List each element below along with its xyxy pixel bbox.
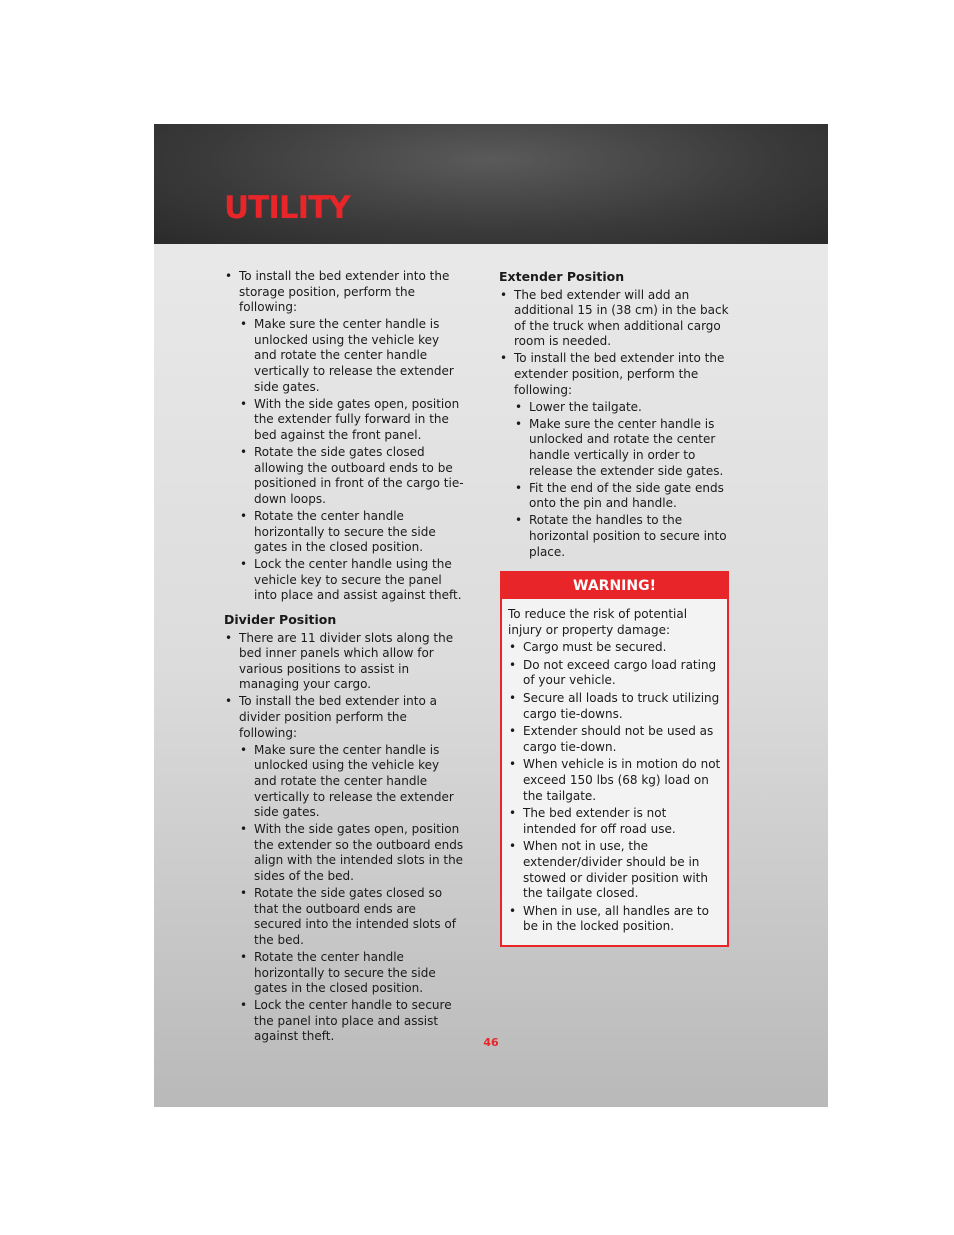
page-number: 46 — [483, 1036, 499, 1049]
list-item: • When in use, all handles are to be in the locked position. — [508, 904, 721, 935]
list-item: • Lock the center handle using the vehicle key to secure the panel into place and assist against theft. — [239, 557, 464, 604]
list-item: • With the side gates open, position the extender so the outboard ends align with the intended slots in the sides of the bed. — [239, 822, 464, 884]
right-column — [499, 269, 734, 562]
list-item: • Make sure the center handle is unlocked using the vehicle key and rotate the center handle vertically to release the extender side gates. — [239, 317, 464, 395]
warning-title: WARNING! — [502, 573, 727, 599]
list-item: • Cargo must be secured. — [508, 640, 721, 656]
list-item: • With the side gates open, position the extender fully forward in the bed against the front panel. — [239, 397, 464, 444]
divider-steps — [239, 743, 464, 1045]
list-item — [224, 694, 464, 1045]
list-item: • Lower the tailgate. — [514, 400, 734, 416]
extender-steps — [514, 400, 734, 560]
list-item: • Make sure the center handle is unlocked and rotate the center handle vertically in order to release the extender side gates. — [514, 417, 734, 479]
storage-steps — [239, 317, 464, 604]
list-item: • Make sure the center handle is unlocked using the vehicle key and rotate the center handle vertically to release the extender side gates. — [239, 743, 464, 821]
divider-position-heading: Divider Position — [224, 611, 337, 627]
divider-position-list — [224, 631, 464, 1045]
section-header-banner — [154, 124, 828, 244]
section-title: UTILITY — [224, 190, 350, 226]
storage-intro-text: To install the bed extender into the storage position, perform the following: — [239, 269, 450, 315]
warning-list — [508, 640, 721, 935]
list-item: • Rotate the side gates closed allowing the outboard ends to be positioned in front of the cargo tie-down loops. — [239, 445, 464, 507]
warning-body — [502, 599, 727, 935]
extender-position-list — [499, 288, 734, 561]
list-item: • The bed extender will add an additional 15 in (38 cm) in the back of the truck when additional cargo room is needed. — [499, 288, 734, 350]
left-column — [224, 269, 464, 1047]
list-item: • Extender should not be used as cargo tie-down. — [508, 724, 721, 755]
list-item: • Secure all loads to truck utilizing cargo tie-downs. — [508, 691, 721, 722]
warning-intro: To reduce the risk of potential injury or property damage: — [508, 607, 688, 637]
list-item — [499, 351, 734, 560]
list-item: • When not in use, the extender/divider should be in stowed or divider position with the tailgate closed. — [508, 839, 721, 901]
list-item: • When vehicle is in motion do not exceed 150 lbs (68 kg) load on the tailgate. — [508, 757, 721, 804]
list-item: • Rotate the handles to the horizontal position to secure into place. — [514, 513, 734, 560]
list-item: • Do not exceed cargo load rating of your vehicle. — [508, 658, 721, 689]
list-item: • Fit the end of the side gate ends onto the pin and handle. — [514, 481, 734, 512]
list-item: • There are 11 divider slots along the bed inner panels which allow for various positions to assist in managing your cargo. — [224, 631, 464, 693]
list-item: • Rotate the center handle horizontally to secure the side gates in the closed position. — [239, 509, 464, 556]
extender-position-heading: Extender Position — [499, 269, 625, 284]
divider-intro-text: To install the bed extender into a divider position perform the following: — [239, 694, 437, 740]
list-item: • Lock the center handle to secure the panel into place and assist against theft. — [239, 998, 464, 1045]
storage-position-list — [224, 269, 464, 604]
extender-intro-text: To install the bed extender into the extender position, perform the following: — [514, 351, 725, 397]
list-item: • The bed extender is not intended for off road use. — [508, 806, 721, 837]
list-item: • Rotate the center handle horizontally to secure the side gates in the closed position. — [239, 950, 464, 997]
warning-box — [500, 571, 729, 947]
list-item: • Rotate the side gates closed so that the outboard ends are secured into the intended slots of the bed. — [239, 886, 464, 948]
manual-page — [154, 124, 828, 1107]
list-item — [224, 269, 464, 604]
